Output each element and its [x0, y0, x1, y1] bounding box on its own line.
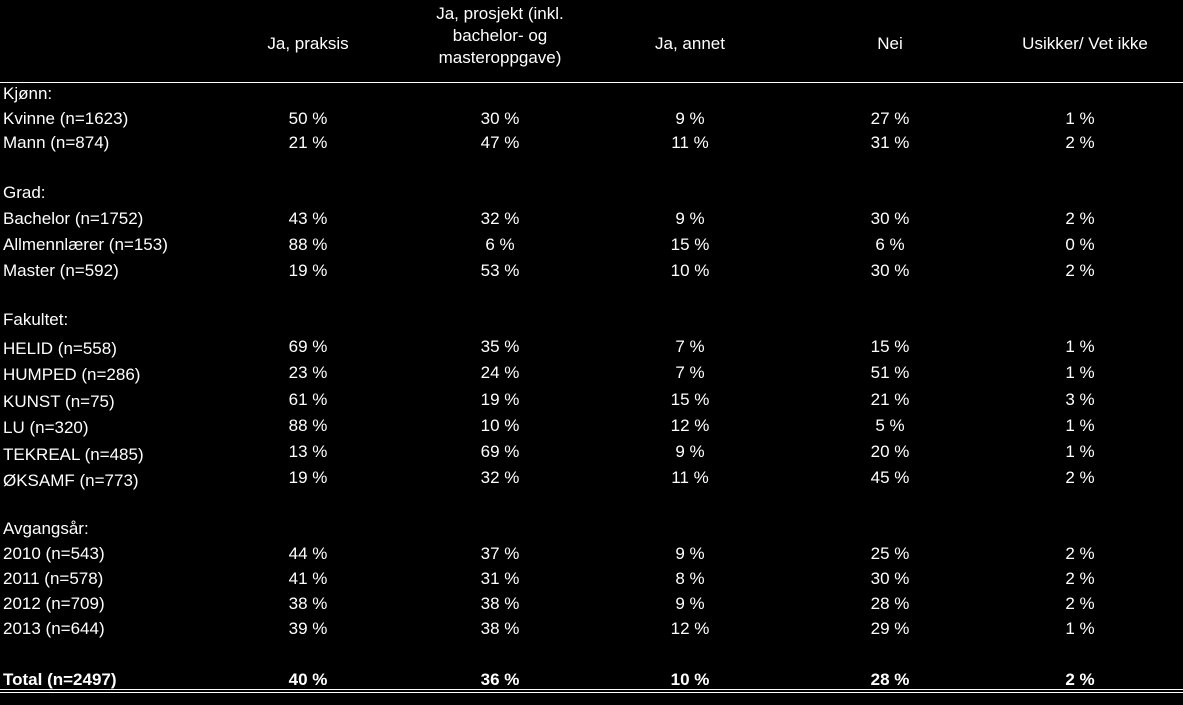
- cell-usikker: 1 %: [1065, 109, 1095, 128]
- cell-usikker: 2 %: [1065, 261, 1095, 280]
- cell-usikker: 0 %: [1065, 235, 1095, 254]
- group-heading: Kjønn:: [3, 84, 53, 103]
- cell-usikker: 2 %: [1065, 209, 1095, 228]
- table-row: [0, 440, 1183, 464]
- row-label: Master (n=592): [3, 261, 119, 280]
- cell-ja-annet: 9 %: [675, 594, 705, 613]
- cell-ja-prosjekt: 35 %: [480, 337, 520, 356]
- cell-ja-prosjekt: 30 %: [480, 109, 520, 128]
- cell-usikker: 1 %: [1065, 416, 1095, 435]
- cell-ja-praksis: 39 %: [288, 619, 328, 638]
- cell-ja-annet: 12 %: [670, 416, 710, 435]
- table-row: [0, 233, 1183, 257]
- cell-nei: 51 %: [870, 363, 910, 382]
- cell-ja-praksis: 13 %: [288, 442, 328, 461]
- row-label: LU (n=320): [3, 418, 89, 437]
- cell-ja-prosjekt: 53 %: [480, 261, 520, 280]
- cell-nei: 28 %: [870, 594, 910, 613]
- cell-usikker: 2 %: [1065, 544, 1095, 563]
- column-header-usikker: Usikker/ Vet ikke: [1022, 34, 1148, 53]
- cell-ja-prosjekt: 24 %: [480, 363, 520, 382]
- row-label: HUMPED (n=286): [3, 365, 141, 384]
- cell-ja-prosjekt: 69 %: [480, 442, 520, 461]
- cell-nei: 5 %: [875, 416, 905, 435]
- cell-ja-prosjekt: 38 %: [480, 594, 520, 613]
- table-row: [0, 107, 1183, 131]
- cell-ja-praksis: 69 %: [288, 337, 328, 356]
- row-label: 2012 (n=709): [3, 594, 105, 613]
- cell-ja-praksis: 44 %: [288, 544, 328, 563]
- cell-ja-prosjekt: 6 %: [485, 235, 515, 254]
- cell-usikker: 1 %: [1065, 442, 1095, 461]
- cell-ja-praksis: 21 %: [288, 133, 328, 152]
- cell-ja-annet: 15 %: [670, 235, 710, 254]
- cell-ja-annet: 7 %: [675, 363, 705, 382]
- table-row: [0, 388, 1183, 412]
- cell-ja-annet: 10 %: [670, 261, 710, 280]
- table-row: [0, 592, 1183, 616]
- row-label: Kvinne (n=1623): [3, 109, 129, 128]
- total-double-underline: [0, 692, 1183, 693]
- group-heading-row: [0, 517, 1183, 541]
- total-label: Total (n=2497): [3, 670, 117, 689]
- table-row: [0, 335, 1183, 359]
- total-usikker: 2 %: [1065, 670, 1095, 689]
- cell-ja-annet: 9 %: [675, 442, 705, 461]
- cell-nei: 31 %: [870, 133, 910, 152]
- cell-ja-praksis: 38 %: [288, 594, 328, 613]
- cell-ja-annet: 9 %: [675, 209, 705, 228]
- cell-ja-praksis: 50 %: [288, 109, 328, 128]
- cell-nei: 29 %: [870, 619, 910, 638]
- cell-ja-annet: 11 %: [671, 468, 709, 487]
- row-label: Mann (n=874): [3, 133, 110, 152]
- column-header-ja-prosjekt: Ja, prosjekt (inkl. bachelor- og masteroppgave): [436, 4, 564, 67]
- table-header: [0, 0, 1183, 82]
- cell-usikker: 3 %: [1065, 390, 1095, 409]
- cell-ja-annet: 11 %: [671, 133, 709, 152]
- group-heading-row: [0, 308, 1183, 332]
- column-header-nei: Nei: [877, 34, 903, 53]
- cell-usikker: 2 %: [1065, 569, 1095, 588]
- cell-ja-praksis: 19 %: [288, 261, 328, 280]
- table-row: [0, 207, 1183, 231]
- total-ja-prosjekt: 36 %: [480, 670, 520, 689]
- cell-nei: 30 %: [870, 209, 910, 228]
- cell-ja-praksis: 61 %: [288, 390, 328, 409]
- cell-nei: 27 %: [870, 109, 910, 128]
- row-label: Bachelor (n=1752): [3, 209, 144, 228]
- total-nei: 28 %: [870, 670, 910, 689]
- group-heading-row: [0, 82, 1183, 106]
- table-row: [0, 567, 1183, 591]
- cell-ja-prosjekt: 47 %: [480, 133, 520, 152]
- cell-ja-annet: 9 %: [675, 544, 705, 563]
- cell-ja-prosjekt: 10 %: [480, 416, 520, 435]
- cell-nei: 30 %: [870, 569, 910, 588]
- cell-ja-annet: 8 %: [675, 569, 705, 588]
- cell-ja-praksis: 41 %: [288, 569, 328, 588]
- cell-usikker: 2 %: [1065, 468, 1095, 487]
- cell-nei: 6 %: [875, 235, 905, 254]
- table-row: [0, 466, 1183, 490]
- cell-nei: 20 %: [870, 442, 910, 461]
- cell-ja-annet: 9 %: [675, 109, 705, 128]
- total-underline: [0, 689, 1183, 690]
- cell-ja-annet: 15 %: [670, 390, 710, 409]
- cell-ja-praksis: 23 %: [288, 363, 328, 382]
- cell-ja-annet: 7 %: [675, 337, 705, 356]
- table-row: [0, 361, 1183, 385]
- cell-ja-praksis: 88 %: [288, 416, 328, 435]
- row-label: KUNST (n=75): [3, 392, 115, 411]
- row-label: 2011 (n=578): [3, 569, 104, 588]
- cell-nei: 21 %: [870, 390, 910, 409]
- cell-ja-praksis: 43 %: [288, 209, 328, 228]
- group-heading: Avgangsår:: [3, 519, 89, 538]
- row-label: 2013 (n=644): [3, 619, 105, 638]
- cell-ja-prosjekt: 31 %: [480, 569, 520, 588]
- cell-ja-prosjekt: 37 %: [480, 544, 520, 563]
- table-row: [0, 414, 1183, 438]
- cell-ja-annet: 12 %: [670, 619, 710, 638]
- row-label: TEKREAL (n=485): [3, 445, 144, 464]
- cell-nei: 30 %: [870, 261, 910, 280]
- group-heading-row: [0, 181, 1183, 205]
- table-row: [0, 542, 1183, 566]
- column-header-ja-praksis: Ja, praksis: [267, 34, 349, 53]
- table-row: [0, 131, 1183, 155]
- cell-ja-praksis: 88 %: [288, 235, 328, 254]
- cell-usikker: 1 %: [1065, 337, 1095, 356]
- row-label: 2010 (n=543): [3, 544, 105, 563]
- cell-nei: 25 %: [870, 544, 910, 563]
- group-heading: Fakultet:: [3, 310, 69, 329]
- table-row: [0, 617, 1183, 641]
- total-ja-praksis: 40 %: [288, 670, 328, 689]
- row-label: HELID (n=558): [3, 339, 117, 358]
- cell-nei: 45 %: [870, 468, 910, 487]
- cell-usikker: 1 %: [1065, 363, 1095, 382]
- cell-ja-praksis: 19 %: [288, 468, 328, 487]
- cell-nei: 15 %: [870, 337, 910, 356]
- cell-ja-prosjekt: 19 %: [480, 390, 520, 409]
- table-row: [0, 259, 1183, 283]
- cell-usikker: 2 %: [1065, 133, 1095, 152]
- row-label: ØKSAMF (n=773): [3, 471, 139, 490]
- group-heading: Grad:: [3, 183, 46, 202]
- cell-usikker: 2 %: [1065, 594, 1095, 613]
- cell-usikker: 1 %: [1065, 619, 1095, 638]
- total-ja-annet: 10 %: [670, 670, 710, 689]
- row-label: Allmennlærer (n=153): [3, 235, 168, 254]
- column-header-ja-annet: Ja, annet: [655, 34, 725, 53]
- cell-ja-prosjekt: 32 %: [480, 209, 520, 228]
- cell-ja-prosjekt: 38 %: [480, 619, 520, 638]
- cell-ja-prosjekt: 32 %: [480, 468, 520, 487]
